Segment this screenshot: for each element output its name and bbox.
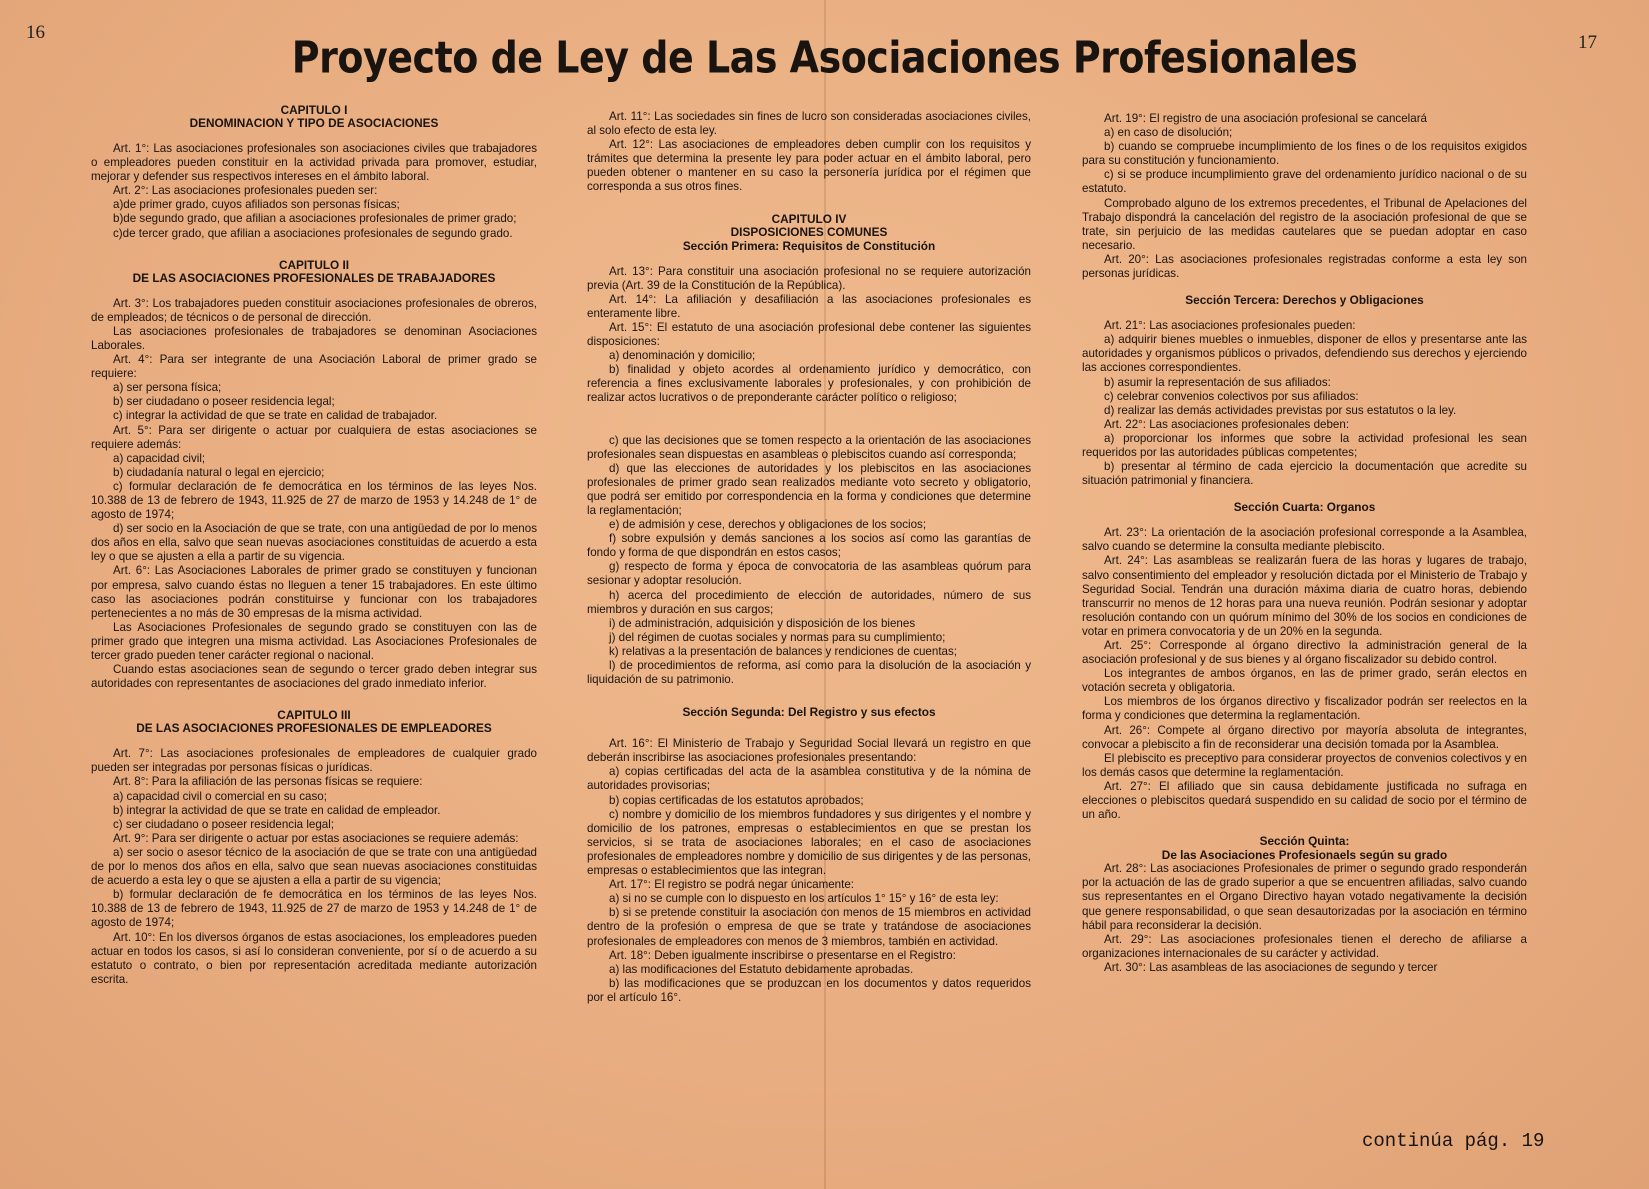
article: Las Asociaciones Profesionales de segundo grado se constituyen con las de primer grado que integren una misma actividad. Las Asociaciones Profesionales de tercer grado pueden tener carácter regional o nacional. <box>91 620 537 662</box>
chapter-heading: CAPITULO II <box>278 257 350 272</box>
article-clause: b) integrar la actividad de que se trate en calidad de empleador. <box>113 803 441 817</box>
page-title: Proyecto de Ley de Las Asociaciones Profesionales <box>291 32 1358 83</box>
article-clause: b)de segundo grado, que afilian a asociaciones profesionales de primer grado; <box>113 212 517 226</box>
page-number-left: 16 <box>26 22 45 43</box>
article-clause: c) celebrar convenios colectivos por sus afiliados: <box>1104 389 1359 403</box>
article: Art. 23°: La orientación de la asociación profesional corresponde a la Asamblea, salvo cuando se determine la consulta mediante plebiscito. <box>1082 526 1527 554</box>
article: Art. 4°: Para ser integrante de una Asociación Laboral de primer grado se requiere: <box>91 353 537 381</box>
article: Art. 15°: El estatuto de una asociación profesional debe contener las siguientes disposiciones: <box>587 320 1031 349</box>
continued-note: continúa pág. 19 <box>1362 1130 1545 1152</box>
text-column-3 <box>1082 112 1527 1127</box>
article: Los miembros de los órganos directivo y fiscalizador podrán ser reelectos en la forma y condiciones que determina la reglamentación. <box>1082 695 1527 723</box>
article-clause: a) capacidad civil; <box>113 451 206 465</box>
article-clause: d) realizar las demás actividades previstas por sus estatutos o la ley. <box>1104 403 1457 417</box>
chapter-heading: CAPITULO III <box>277 708 351 723</box>
article-clause: b) ciudadanía natural o legal en ejercicio; <box>113 465 325 479</box>
article-clause: a) en caso de disolución; <box>1104 126 1233 140</box>
article-clause: a)de primer grado, cuyos afiliados son personas físicas; <box>113 198 400 212</box>
article-clause: k) relativas a la presentación de balances y rendiciones de cuentas; <box>609 644 958 658</box>
article-clause: a) capacidad civil o comercial en su caso; <box>113 789 327 803</box>
article: Art. 19°: El registro de una asociación profesional se cancelará <box>1104 112 1428 125</box>
article: Art. 26°: Compete al órgano directivo por mayoría absoluta de integrantes, convocar a plebiscito a fin de reconsiderar una decisión tomada por la Asamblea. <box>1082 723 1527 751</box>
article-clause: a) ser socio o asesor técnico de la asociación de que se trate con una antigüedad de por lo menos dos años en ella, salvo que sean nuevas asociaciones constituidas de acuerdo a esta ley o que se ajusten a ella a partir de su vigencia; <box>91 845 537 888</box>
article-clause: f) sobre expulsión y demás sanciones a los socios así como las garantías de fondo y forma de que dispondrán en estos casos; <box>587 532 1031 560</box>
section-heading: Sección Primera: Requisitos de Constitución <box>682 238 936 253</box>
section-heading: Sección Segunda: Del Registro y sus efectos <box>682 705 936 720</box>
article-clause: l) de procedimientos de reforma, así como para la disolución de la asociación y liquidación de su patrimonio. <box>587 659 1031 687</box>
article: Art. 29°: Las asociaciones profesionales tienen el derecho de afiliarse a organizaciones internacionales de su carácter y actividad. <box>1082 932 1527 960</box>
article-clause: b) finalidad y objeto acordes al ordenamiento jurídico y democrático, con referencia a fines exclusivamente laborales y profesionales, y con prohibición de realizar actos lucrativos o de preponderante carácter político o religioso; <box>587 363 1031 405</box>
article: El plebiscito es preceptivo para considerar proyectos de convenios colectivos y en los demás casos que determine la reglamentación. <box>1082 751 1527 779</box>
article: Los integrantes de ambos órganos, en las de primer grado, serán electos en votación secreta y obligatoria. <box>1082 667 1527 695</box>
text-column-2 <box>587 110 1031 1135</box>
article-clause: a) las modificaciones del Estatuto debidamente aprobadas. <box>609 962 914 976</box>
article: Art. 5°: Para ser dirigente o actuar por cualquiera de estas asociaciones se requiere además: <box>91 423 537 451</box>
chapter-subheading: DISPOSICIONES COMUNES <box>730 224 888 239</box>
article: Art. 28°: Las asociaciones Profesionales de primer o segundo grado responderán por la actuación de las de grado superior a que se encuentren afiliadas, salvo cuando sus representantes en el Organo Directivo hayan votado negativamente la decisión que genere responsabilidad, o que sean desautorizadas por la asociación en término hábil para reconsiderar la decisión. <box>1082 862 1527 932</box>
article: Art. 13°: Para constituir una asociación profesional no se requiere autorización previa (Art. 39 de la Constitución de la República). <box>587 264 1031 292</box>
article: Art. 16°: El Ministerio de Trabajo y Seguridad Social llevará un registro en que deberán inscribirse las asociaciones profesionales presentando: <box>587 737 1031 765</box>
article: Art. 17°: El registro se podrá negar únicamente: <box>609 878 855 892</box>
article: Art. 9°: Para ser dirigente o actuar por estas asociaciones se requiere además: <box>113 831 519 845</box>
chapter-heading: CAPITULO IV <box>771 211 847 226</box>
article-clause: c) ser ciudadano o poseer residencia legal; <box>113 817 335 831</box>
article: Art. 20°: Las asociaciones profesionales registradas conforme a esta ley son personas jurídicas. <box>1082 252 1527 281</box>
article-clause: a) denominación y domicilio; <box>609 349 756 363</box>
article: Art. 10°: En los diversos órganos de estas asociaciones, los empleadores pueden actuar en todos los casos, si así lo consideran conveniente, por sí o de acuerdo a su estatuto o contrato, o bien por representación acreditada mediante autorización escrita. <box>91 930 537 986</box>
section-heading: Sección Cuarta: Organos <box>1233 500 1376 515</box>
article-clause: b) copias certificadas de los estatutos aprobados; <box>609 793 864 807</box>
article-clause: a) adquirir bienes muebles o inmuebles, disponer de ellos y presentarse ante las autoridades y organismos públicos o privados, defendiendo sus derechos y ejerciendo las acciones correspondientes. <box>1082 333 1527 375</box>
article: Art. 1°: Las asociaciones profesionales son asociaciones civiles que trabajadores o empleadores pueden constituir en la actividad privada para promover, estudiar, mejorar y defender sus respectivos intereses en el ámbito laboral. <box>91 142 537 184</box>
article-clause: b) si se pretende constituir la asociación con menos de 15 miembros en actividad dentro de la profesión o empresa de que se trate y tratándose de asociaciones profesionales de empleadores con menos de 3 miembros, también en actividad. <box>587 906 1031 948</box>
chapter-subheading: DENOMINACION Y TIPO DE ASOCIACIONES <box>189 116 439 130</box>
section-heading: Sección Tercera: Derechos y Obligaciones <box>1185 293 1424 308</box>
article-clause: b) cuando se compruebe incumplimiento de los fines o de los requisitos exigidos para su constitución y funcionamiento. <box>1082 140 1527 168</box>
article-clause: h) acerca del procedimiento de elección de autoridades, número de sus miembros y duración en sus cargos; <box>587 588 1031 616</box>
article-clause: b) ser ciudadano o poseer residencia legal; <box>113 395 335 409</box>
article: Art. 8°: Para la afiliación de las personas físicas se requiere: <box>113 775 423 789</box>
chapter-subheading: DE LAS ASOCIACIONES PROFESIONALES DE EMPLEADORES <box>136 721 492 736</box>
page-number-right: 17 <box>1578 32 1597 53</box>
article-clause: b) presentar al término de cada ejercicio la documentación que acredite su situación patrimonial y financiera. <box>1082 460 1527 488</box>
article: Art. 21°: Las asociaciones profesionales pueden: <box>1104 319 1356 333</box>
article: Art. 30°: Las asambleas de las asociaciones de segundo y tercer <box>1104 960 1438 974</box>
article: Art. 18°: Deben igualmente inscribirse o presentarse en el Registro: <box>609 948 956 962</box>
chapter-heading: CAPITULO I <box>280 104 348 117</box>
chapter-subheading: DE LAS ASOCIACIONES PROFESIONALES DE TRABAJADORES <box>132 270 496 285</box>
article-clause: d) ser socio en la Asociación de que se trate, con una antigüedad de por lo menos dos años en ella, salvo que sean nuevas asociaciones constituidas de acuerdo a esta ley o que se ajusten a ella a partir de su vigencia. <box>91 522 537 564</box>
article-clause: c) si se produce incumplimiento grave del ordenamiento jurídico nacional o de su estatuto. <box>1082 168 1527 196</box>
article-clause: g) respecto de forma y época de convocatoria de las asambleas quórum para sesionar y adoptar resolución. <box>587 560 1031 588</box>
text-column-1 <box>91 104 537 1129</box>
article: Art. 7°: Las asociaciones profesionales de empleadores de cualquier grado pueden ser integradas por personas físicas o jurídicas. <box>91 747 537 775</box>
article-clause: e) de admisión y cese, derechos y obligaciones de los socios; <box>609 518 927 532</box>
article: Art. 12°: Las asociaciones de empleadores deben cumplir con los requisitos y trámites que determina la presente ley para poder actuar en el ámbito laboral, pero pueden obtener o mantener en su caso la personería jurídica por el régimen que corresponda a sus otros fines. <box>587 138 1031 194</box>
article: Art. 27°: El afiliado que sin causa debidamente justificada no sufraga en elecciones o plebiscitos quedará suspendido en su calidad de socio por el término de un año. <box>1082 779 1527 822</box>
article: Las asociaciones profesionales de trabajadores se denominan Asociaciones Laborales. <box>91 324 537 352</box>
article-clause: a) ser persona física; <box>113 381 222 395</box>
article: Art. 25°: Corresponde al órgano directivo la administración general de la asociación profesional y de sus bienes y al órgano fiscalizador su debido control. <box>1082 639 1527 667</box>
article: Art. 6°: Las Asociaciones Laborales de primer grado se constituyen y funcionan por empresa, salvo cuando éstas no lleguen a tener 15 trabajadores. En este último caso las asociaciones podrán constituirse y funcionar con los trabajadores pertenecientes a no más de 30 empresas de la misma actividad. <box>91 564 537 620</box>
article-clause: i) de administración, adquisición y disposición de los bienes <box>609 616 916 630</box>
article: Art. 22°: Las asociaciones profesionales deben: <box>1104 417 1350 431</box>
article: Art. 24°: Las asambleas se realizarán fuera de las horas y lugares de trabajo, salvo consentimiento del empleador y resolución dictada por el Ministerio de Trabajo y Seguridad Social. Tendrán una duración máxima diaria de cuatro horas, debiendo transcurrir no menos de 12 horas para una nueva reunión. Podrán sesionar y adoptar resolución contando con un quórum mínimo del 30% de los socios en condiciones de votar en primera convocatoria y de un 20% en la segunda. <box>1082 554 1527 638</box>
article-clause: b) asumir la representación de sus afiliados: <box>1104 375 1331 389</box>
article-clause: j) del régimen de cuotas sociales y normas para su cumplimiento; <box>609 630 946 644</box>
article-clause: a) proporcionar los informes que sobre la actividad profesional les sean requeridos por las autoridades públicas competentes; <box>1082 431 1527 459</box>
article-clause: c) integrar la actividad de que se trate en calidad de trabajador. <box>113 409 438 423</box>
article-clause: a) copias certificadas del acta de la asamblea constitutiva y de la nómina de autoridades provisorias; <box>587 765 1031 793</box>
section-heading: Sección Quinta: <box>1259 834 1350 849</box>
article-clause: c) nombre y domicilio de los miembros fundadores y sus dirigentes y el nombre y domicilio de los patrones, empresas o establecimientos en que se prestan los servicios, si se trata de asociaciones laborales; en el caso de asociaciones profesionales de empleadores nombre y domicilio de sus dirigentes y de las personas, empresas o establecimientos que las integran. <box>587 807 1031 878</box>
article-clause: c) formular declaración de fe democrática en los términos de las leyes Nos. 10.388 de 13 de febrero de 1943, 11.925 de 27 de marzo de 1953 y 14.248 de 1° de agosto de 1974; <box>91 479 537 522</box>
section-subheading: De las Asociaciones Profesionaels según su grado <box>1161 848 1448 863</box>
article: Art. 11°: Las sociedades sin fines de lucro son consideradas asociaciones civiles, al solo efecto de esta ley. <box>587 110 1031 138</box>
article-clause: a) si no se cumple con lo dispuesto en los artículos 1° 15° y 16° de esta ley: <box>609 892 999 906</box>
article-clause: c)de tercer grado, que afilian a asociaciones profesionales de segundo grado. <box>113 226 513 240</box>
article: Comprobado alguno de los extremos precedentes, el Tribunal de Apelaciones del Trabajo dispondrá la cancelación del registro de la asociación profesional de que se trate, sin perjuicio de las medidas cautelares que se puedan adoptar en caso necesario. <box>1082 196 1527 252</box>
article: Art. 14°: La afiliación y desafiliación a las asociaciones profesionales es enteramente libre. <box>587 292 1031 320</box>
article-clause: b) las modificaciones que se produzcan en los documentos y datos requeridos por el artículo 16°. <box>587 976 1031 1004</box>
article: Cuando estas asociaciones sean de segundo o tercer grado deben integrar sus autoridades con representantes de asociaciones del grado inmediato inferior. <box>91 663 537 691</box>
article-clause: b) formular declaración de fe democrática en los términos de las leyes Nos. 10.388 de 13 de febrero de 1943, 11.925 de 27 de marzo de 1953 y 14.248 de 1° de agosto de 1974; <box>91 888 537 930</box>
article-clause: c) que las decisiones que se tomen respecto a la orientación de las asociaciones profesionales sean dispuestas en asambleas o plebiscitos cuando así corresponda; <box>587 433 1031 461</box>
article: Art. 3°: Los trabajadores pueden constituir asociaciones profesionales de obreros, de empleados; de técnicos o de personal de dirección. <box>91 296 537 324</box>
article-clause: d) que las elecciones de autoridades y los plebiscitos en las asociaciones profesionales de primer grado sean realizados mediante voto secreto y obligatorio, que podrá ser emitido por correspondencia en la forma y condiciones que determine la reglamentación; <box>587 461 1031 517</box>
article: Art. 2°: Las asociaciones profesionales pueden ser: <box>113 184 378 198</box>
